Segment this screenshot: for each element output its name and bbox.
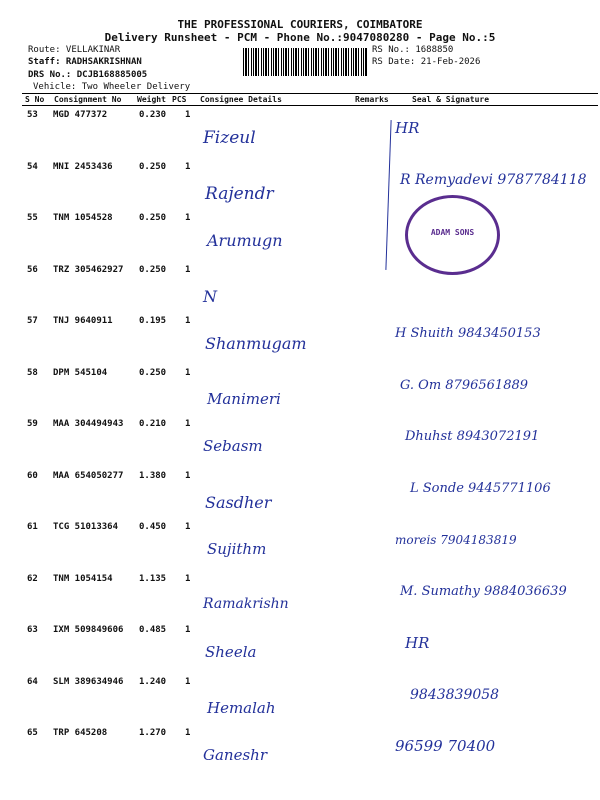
row-pcs: 1 [185, 676, 191, 687]
row-consignee-name: Shanmugam [205, 334, 307, 353]
row-weight: 0.250 [139, 367, 167, 378]
row-consignment: TCG 51013364 [53, 522, 119, 532]
col-pcs: PCS [172, 95, 187, 104]
row-weight: 0.210 [139, 419, 167, 429]
row-sno: 57 [27, 316, 38, 326]
company-seal [405, 195, 500, 275]
row-sno: 64 [27, 676, 38, 687]
row-signature: HR [395, 119, 420, 137]
row-pcs: 1 [185, 161, 191, 172]
col-remarks: Remarks [355, 95, 389, 104]
row-consignment: MGD 477372 [53, 110, 108, 120]
vehicle-label: Vehicle: Two Wheeler Delivery [33, 82, 191, 92]
row-consignment: TNM 1054528 [53, 213, 113, 223]
rs-date: RS Date: 21-Feb-2026 [372, 57, 481, 67]
row-signature: Dhuhst 8943072191 [405, 429, 540, 444]
row-pcs: 1 [185, 522, 191, 532]
row-weight: 1.135 [139, 573, 167, 584]
row-pcs: 1 [185, 728, 191, 738]
row-consignee-name: Sebasm [203, 437, 263, 455]
row-consignment: IXM 509849606 [53, 625, 124, 635]
row-consignment: DPM 545104 [53, 367, 108, 378]
row-consignment: TRP 645208 [53, 728, 108, 738]
row-signature: moreis 7904183819 [395, 533, 517, 547]
row-weight: 0.250 [139, 213, 167, 223]
row-signature: R Remyadevi 9787784118 [400, 171, 587, 188]
seal-text: ADAM SONS [430, 228, 475, 237]
row-consignment: MNI 2453436 [53, 161, 113, 172]
row-consignee-name: Sasdher [205, 492, 272, 512]
barcode [243, 48, 368, 76]
row-sno: 60 [27, 470, 38, 481]
row-sno: 58 [27, 367, 38, 378]
row-consignee-name: N [203, 286, 217, 306]
row-signature: H Shuith 9843450153 [395, 326, 541, 341]
col-sno: S No [25, 95, 45, 104]
row-consignee-name: Ramakrishn [203, 595, 289, 612]
row-consignment: MAA 304494943 [53, 419, 124, 429]
row-consignment: TNM 1054154 [53, 573, 113, 584]
row-consignee-name: Rajendr [205, 183, 274, 204]
row-pcs: 1 [185, 470, 191, 481]
row-pcs: 1 [185, 367, 191, 378]
row-consignee-name: Fizeul [203, 128, 256, 148]
signature-stroke [385, 120, 391, 270]
row-weight: 0.250 [139, 264, 167, 275]
row-consignment: TRZ 305462927 [53, 264, 124, 275]
row-weight: 1.240 [139, 676, 167, 687]
row-pcs: 1 [185, 419, 191, 429]
row-consignee-name: Hemalah [207, 698, 276, 717]
col-consignee: Consignee Details [200, 95, 282, 104]
col-seal: Seal & Signature [412, 95, 490, 104]
row-sno: 63 [27, 625, 38, 635]
row-consignee-name: Manimeri [207, 389, 281, 408]
row-sno: 61 [27, 522, 38, 532]
row-consignee-name: Sujithm [207, 540, 267, 558]
row-signature: HR [405, 634, 430, 652]
row-signature: M. Sumathy 9884036639 [400, 583, 567, 599]
row-consignee-name: Sheela [205, 643, 257, 661]
row-weight: 0.485 [139, 625, 167, 635]
row-consignee-name: Ganeshr [203, 746, 267, 764]
row-signature: G. Om 8796561889 [400, 377, 529, 393]
row-pcs: 1 [185, 625, 191, 635]
route-label: Route: VELLAKINAR [28, 45, 121, 55]
runsheet-subtitle: Delivery Runsheet - PCM - Phone No.:9047080280 - Page No.:5 [104, 31, 496, 44]
row-sno: 55 [27, 213, 38, 223]
col-consignment: Consignment No [54, 95, 122, 104]
row-consignment: SLM 389634946 [53, 676, 124, 687]
row-sno: 59 [27, 419, 38, 429]
header-rule-bottom [22, 105, 598, 106]
row-sno: 65 [27, 728, 38, 738]
staff-label: Staff: RADHSAKRISHNAN [28, 57, 142, 67]
row-weight: 0.250 [139, 161, 167, 172]
row-pcs: 1 [185, 264, 191, 275]
row-weight: 1.270 [139, 728, 167, 738]
row-pcs: 1 [185, 573, 191, 584]
row-sno: 54 [27, 161, 38, 172]
header-rule-top [22, 93, 598, 94]
row-weight: 0.195 [139, 316, 167, 326]
row-weight: 0.230 [139, 110, 167, 120]
row-signature: L Sonde 9445771106 [410, 480, 551, 496]
row-weight: 0.450 [139, 522, 167, 532]
row-consignee-name: Arumugn [207, 231, 283, 250]
drs-number: DRS No.: DCJB168885005 [28, 70, 148, 80]
row-sno: 62 [27, 573, 38, 584]
row-consignment: MAA 654050277 [53, 470, 124, 481]
rs-number: RS No.: 1688850 [372, 45, 454, 55]
col-weight: Weight [137, 95, 166, 104]
row-sno: 56 [27, 264, 38, 275]
row-signature: 96599 70400 [395, 737, 496, 755]
row-sno: 53 [27, 110, 38, 120]
row-pcs: 1 [185, 110, 191, 120]
row-pcs: 1 [185, 316, 191, 326]
row-weight: 1.380 [139, 470, 167, 481]
company-title: THE PROFESSIONAL COURIERS, COIMBATORE [177, 18, 423, 31]
row-consignment: TNJ 9640911 [53, 316, 113, 326]
row-signature: 9843839058 [410, 686, 500, 703]
row-pcs: 1 [185, 213, 191, 223]
